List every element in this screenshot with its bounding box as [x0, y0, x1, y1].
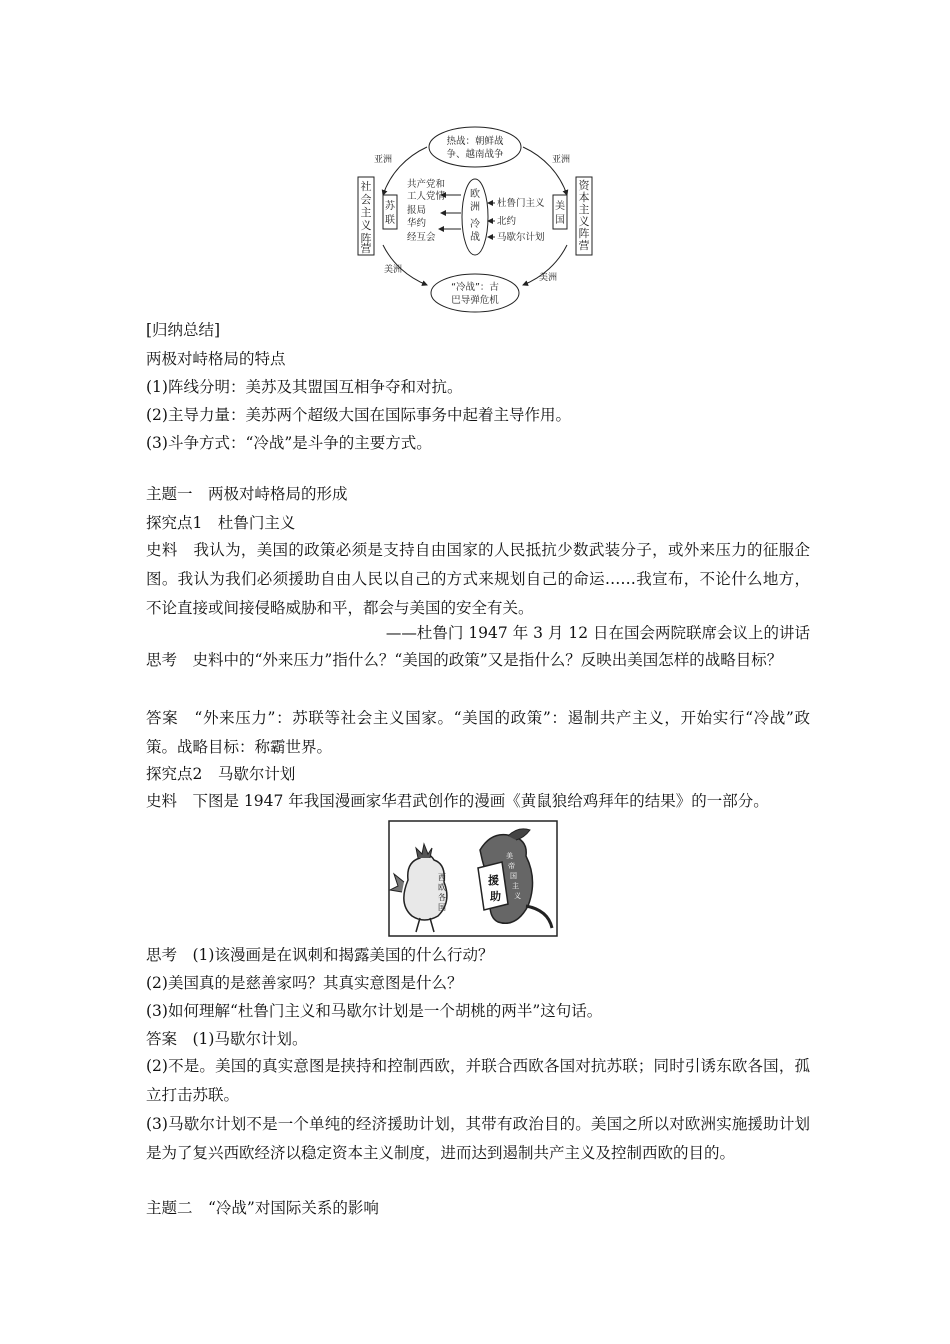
weasel-label-2: 帝 [508, 862, 515, 870]
rooster-label-1: 西 [438, 873, 446, 882]
point1-source: 史料 我认为，美国的政策必须是支持自由国家的人民抵抗少数武装分子，或外来压力的征服企图。我认为我们必须援助自由人民以自己的方式来规划自己的命运……我宣布，不论什么地方，不论直接或间接侵略威胁和平，都会与美国的安全有关。 [146, 541, 810, 617]
right-camp-3: 主 [578, 203, 590, 216]
rooster-label-4: 国 [438, 903, 446, 912]
topic2-title: 主题二 “冷战”对国际关系的影响 [146, 1199, 379, 1217]
point2-q1: 思考 (1)该漫画是在讽刺和揭露美国的什么行动？ [146, 946, 494, 964]
sign-label-1: 援 [488, 874, 499, 887]
ussr-char-2: 联 [385, 215, 395, 226]
point2-a3: (3)马歇尔计划不是一个单纯的经济援助计划，其带有政治目的。美国之所以对欧洲实施援助计划是为了复兴西欧经济以稳定资本主义制度，进而达到遏制共产主义及控制西欧的目的。 [146, 1115, 810, 1162]
right-camp-4: 义 [578, 215, 590, 228]
cartoon-svg [388, 820, 558, 937]
left-item-5: 经互会 [407, 232, 436, 243]
left-item-2: 工人党情 [407, 191, 446, 202]
usa-char-2: 国 [555, 215, 565, 226]
summary-item-1: (1)阵线分明：美苏及其盟国互相争夺和对抗。 [146, 378, 463, 396]
asia-right-label: 亚洲 [551, 155, 571, 165]
point2-a2: (2)不是。美国的真实意图是挟持和控制西欧，并联合西欧各国对抗苏联；同时引诱东欧各国，孤立打击苏联。 [146, 1057, 810, 1104]
left-camp-4: 义 [360, 219, 372, 232]
america-left-label: 美洲 [383, 265, 403, 275]
center-bottom: 战 [470, 232, 480, 243]
right-camp-5: 阵 [578, 227, 590, 240]
summary-bracket-title: [归纳总结] [146, 321, 221, 339]
left-item-4: 华约 [407, 218, 427, 229]
right-camp-6: 营 [578, 239, 590, 252]
cartoon-image [388, 820, 558, 937]
usa-char-1: 美 [555, 201, 565, 212]
point2-q2: (2)美国真的是慈善家吗？其真实意图是什么？ [146, 974, 463, 992]
weasel-label-1: 美 [506, 852, 513, 860]
left-item-1: 共产党和 [407, 179, 446, 190]
right-item-2: 北约 [497, 216, 517, 227]
weasel-label-4: 主 [512, 882, 519, 890]
ussr-char-1: 苏 [385, 201, 395, 212]
weasel-label-3: 国 [510, 872, 517, 880]
sign-label-2: 助 [490, 890, 501, 903]
left-camp-2: 会 [360, 193, 372, 206]
point1-title: 探究点1 杜鲁门主义 [146, 514, 296, 532]
left-camp-1: 社 [360, 180, 372, 193]
left-camp-5: 阵 [360, 232, 372, 245]
weasel-label-5: 义 [514, 892, 521, 900]
point2-q3: (3)如何理解“杜鲁门主义和马歇尔计划是一个胡桃的两半”这句话。 [146, 1002, 603, 1020]
left-item-3: 报局 [407, 205, 427, 216]
asia-left-label: 亚洲 [373, 155, 393, 165]
left-camp-6: 营 [360, 242, 372, 255]
bottom-bubble-line-1: “冷战”：古 [451, 282, 499, 293]
rooster-label-2: 欧 [438, 883, 446, 892]
top-bubble-line-1: 热战：朝鲜战 [446, 136, 504, 147]
summary-item-2: (2)主导力量：美苏两个超级大国在国际事务中起着主导作用。 [146, 406, 571, 424]
center-mid: 冷 [470, 219, 480, 230]
point2-source: 史料 下图是 1947 年我国漫画家华君武创作的漫画《黄鼠狼给鸡拜年的结果》的一部分。 [146, 792, 769, 810]
right-camp-1: 资 [578, 179, 590, 192]
topic1-title: 主题一 两极对峙格局的形成 [146, 485, 348, 503]
diagram-svg [355, 125, 595, 315]
right-camp-2: 本 [578, 191, 590, 204]
cold-war-diagram [355, 125, 595, 315]
point1-attribution: ——杜鲁门 1947 年 3 月 12 日在国会两院联席会议上的讲话 [385, 624, 810, 642]
top-bubble-line-2: 争、越南战争 [446, 149, 504, 160]
point1-answer: 答案 “外来压力”：苏联等社会主义国家。“美国的政策”：遏制共产主义，开始实行“冷战”政策。战略目标：称霸世界。 [146, 709, 810, 756]
bottom-bubble-line-2: 巴导弹危机 [451, 295, 499, 306]
rooster-label-3: 各 [438, 893, 446, 902]
point2-a1: 答案 (1)马歇尔计划。 [146, 1030, 308, 1048]
left-camp-3: 主 [360, 206, 372, 219]
summary-item-3: (3)斗争方式：“冷战”是斗争的主要方式。 [146, 434, 432, 452]
right-item-3: 马歇尔计划 [497, 232, 545, 243]
point2-title: 探究点2 马歇尔计划 [146, 765, 296, 783]
center-top-1: 欧 [470, 189, 480, 200]
point1-question: 思考 史料中的“外来压力”指什么？“美国的政策”又是指什么？反映出美国怎样的战略目标？ [146, 651, 783, 669]
summary-heading: 两极对峙格局的特点 [146, 350, 286, 368]
america-right-label: 美洲 [538, 273, 558, 283]
center-top-2: 洲 [470, 202, 480, 213]
right-item-1: 杜鲁门主义 [497, 198, 545, 209]
